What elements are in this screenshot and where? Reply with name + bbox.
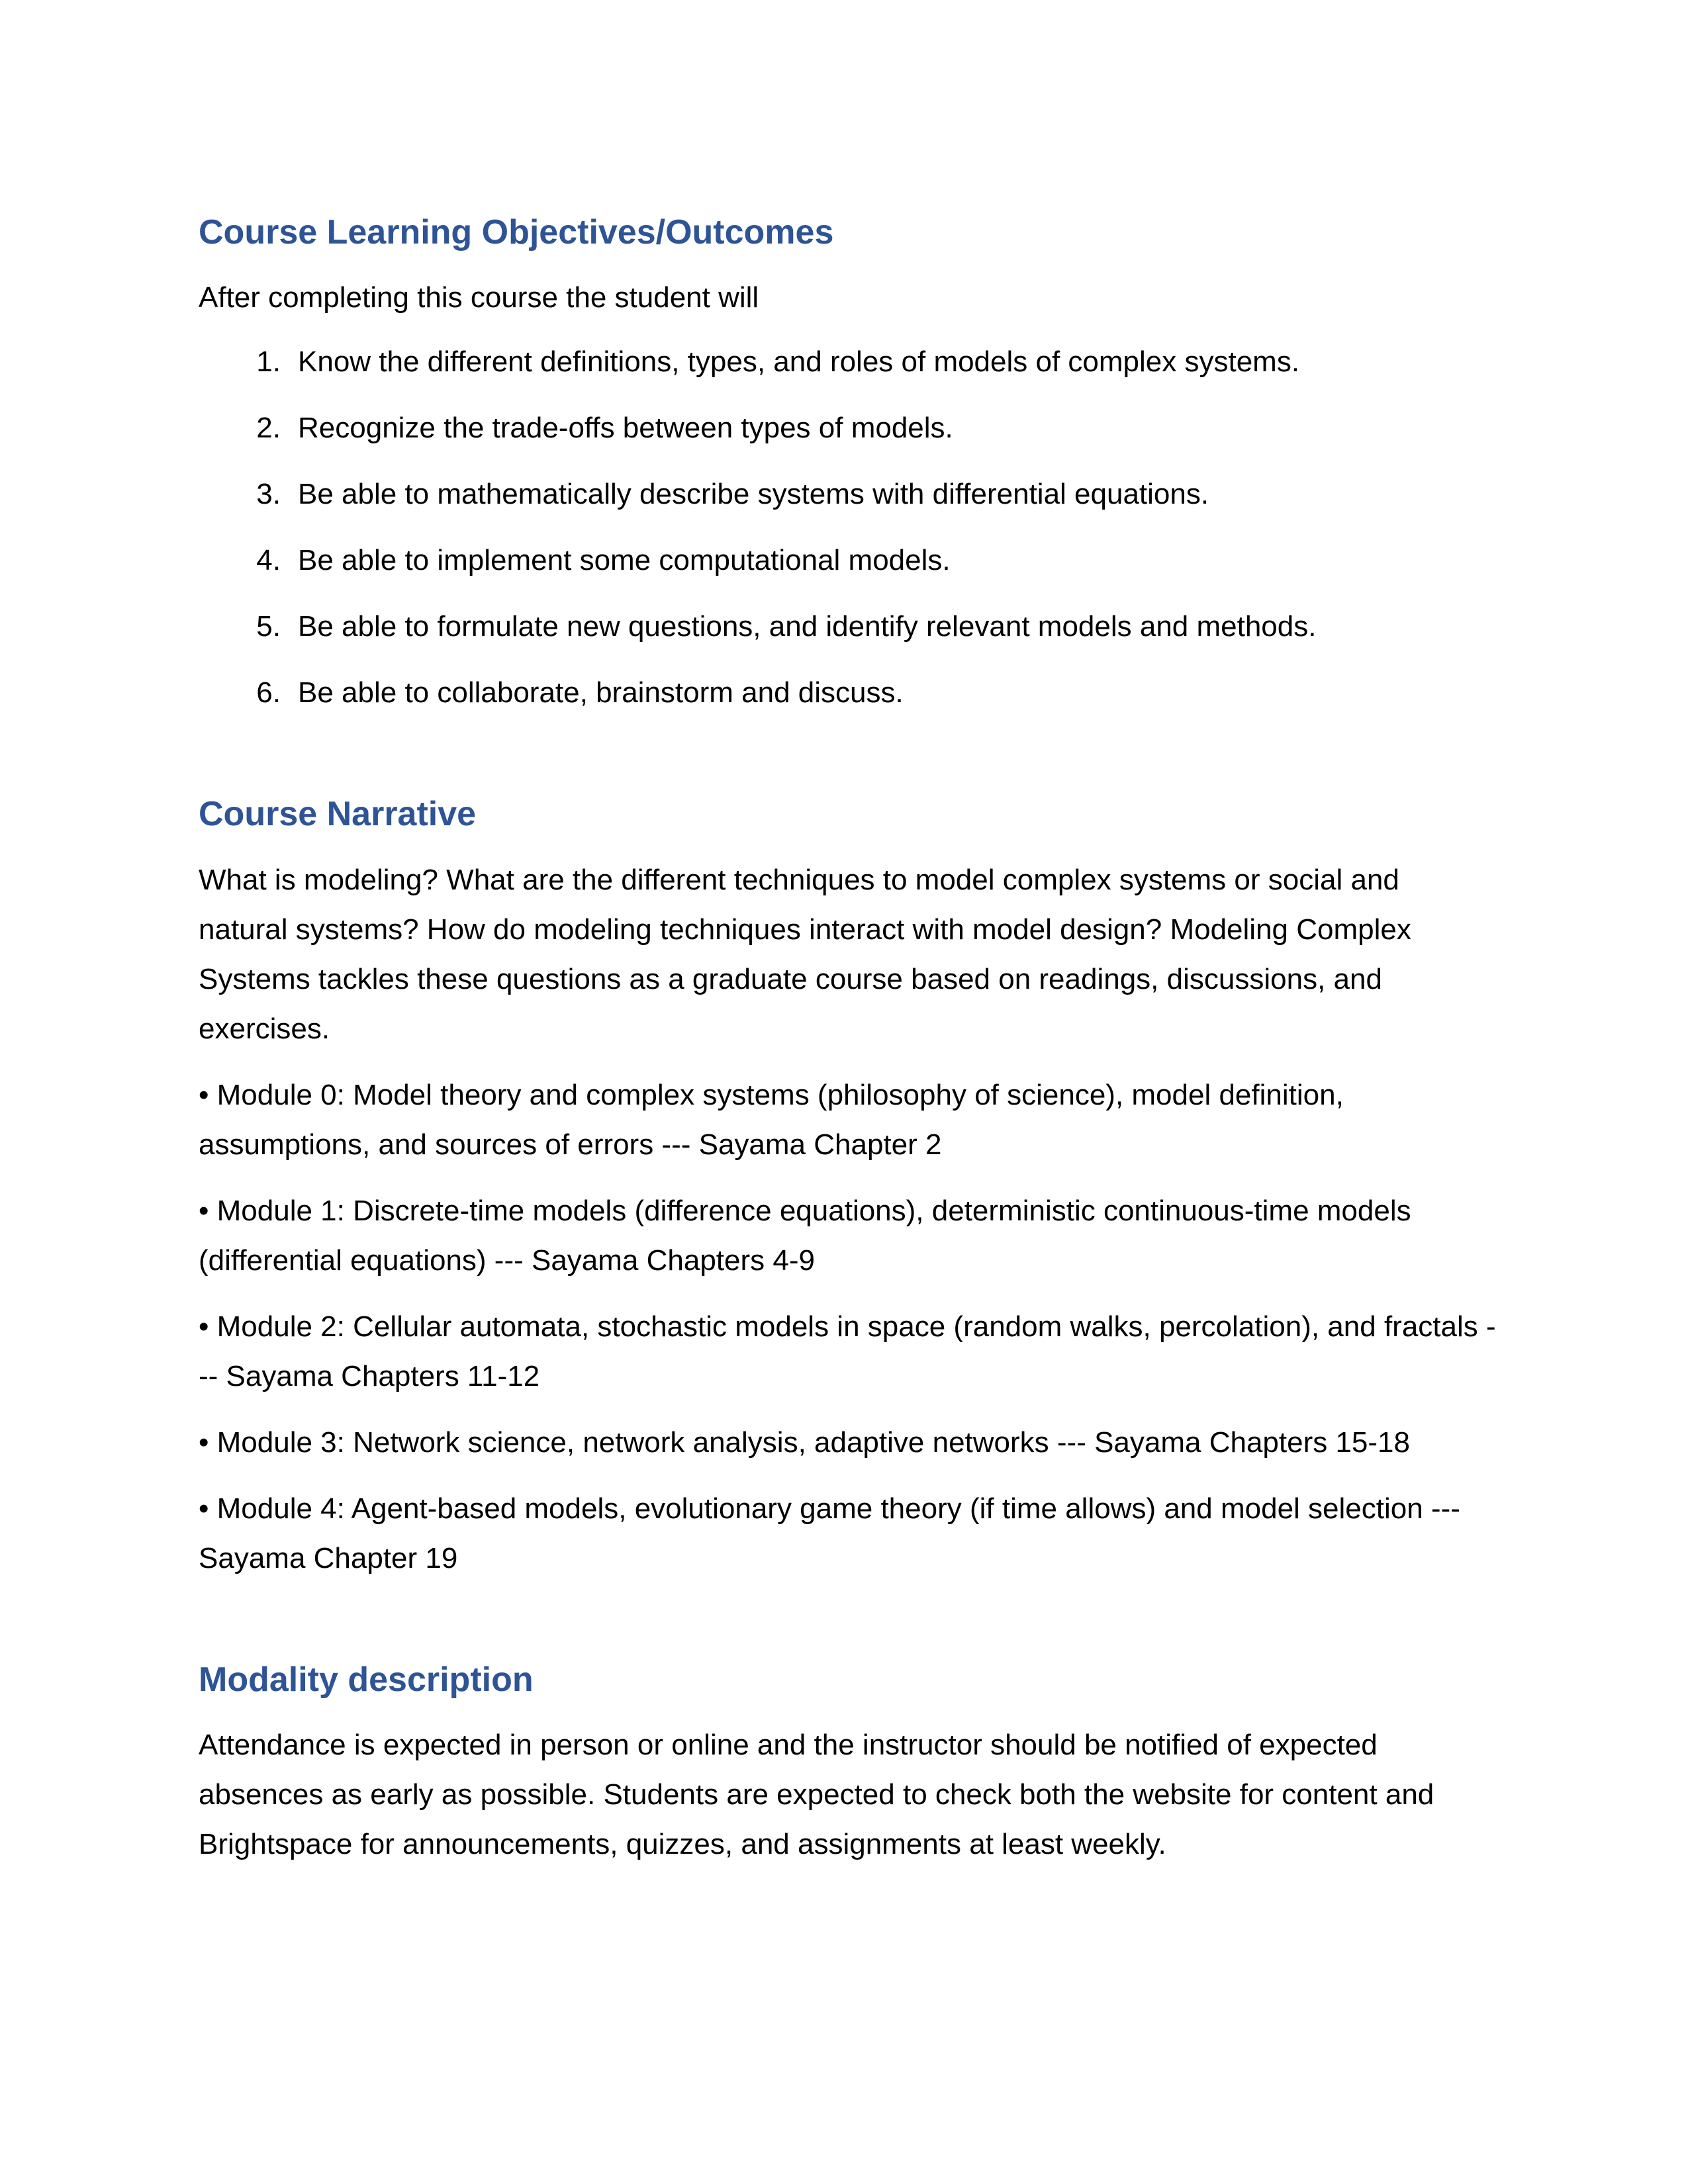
objective-number: 4.	[256, 544, 281, 577]
narrative-paragraph: What is modeling? What are the different techniques to model complex systems or social and natural systems? How do modeling techniques interact with model design? Modeling Complex Systems tackles these questions as a graduate course based on readings, discussions, and exercises.	[199, 863, 1411, 1045]
modality-paragraph: Attendance is expected in person or online and the instructor should be notified of expected absences as early as possible. Students are expected to check both the website for content and Brightspace for announcements, quizzes, and assignments at least weekly.	[199, 1729, 1434, 1861]
objective-number: 2.	[256, 412, 281, 445]
module-item: • Module 0: Model theory and complex systems (philosophy of science), model definition, assumptions, and sources of errors --- Sayama Chapter 2	[199, 1078, 1344, 1161]
document-page	[199, 212, 1496, 1869]
module-item: • Module 2: Cellular automata, stochastic models in space (random walks, percolation), and fractals --- Sayama Chapters 11-12	[199, 1310, 1496, 1392]
objective-item	[199, 337, 1496, 387]
objective-item	[199, 469, 1496, 519]
objective-number: 3.	[256, 478, 281, 511]
objective-item	[199, 668, 1496, 717]
narrative-section	[199, 794, 1496, 1582]
module-item: • Module 1: Discrete-time models (difference equations), deterministic continuous-time models (differential equations) --- Sayama Chapters 4-9	[199, 1194, 1411, 1277]
narrative-heading: Course Narrative	[199, 795, 477, 834]
objective-text: Know the different definitions, types, and roles of models of complex systems.	[298, 345, 1300, 379]
objectives-section	[199, 212, 1496, 717]
modality-section	[199, 1659, 1496, 1869]
objectives-intro: After completing this course the student will	[199, 281, 759, 314]
objective-text: Be able to collaborate, brainstorm and discuss.	[298, 676, 904, 709]
objectives-heading: Course Learning Objectives/Outcomes	[199, 213, 834, 251]
objective-text: Recognize the trade-offs between types of models.	[298, 412, 953, 445]
objective-text: Be able to formulate new questions, and identify relevant models and methods.	[298, 610, 1317, 643]
objective-number: 5.	[256, 610, 281, 643]
modality-heading: Modality description	[199, 1660, 534, 1699]
objectives-list	[199, 337, 1496, 717]
objective-number: 1.	[256, 345, 281, 379]
objective-text: Be able to implement some computational models.	[298, 544, 951, 577]
objective-item	[199, 535, 1496, 585]
module-item: • Module 3: Network science, network analysis, adaptive networks --- Sayama Chapters 15-18	[199, 1426, 1410, 1459]
objective-item	[199, 403, 1496, 453]
objective-item	[199, 602, 1496, 651]
objective-number: 6.	[256, 676, 281, 709]
module-item: • Module 4: Agent-based models, evolutionary game theory (if time allows) and model selection --- Sayama Chapter 19	[199, 1492, 1460, 1574]
objective-text: Be able to mathematically describe systems with differential equations.	[298, 478, 1209, 511]
